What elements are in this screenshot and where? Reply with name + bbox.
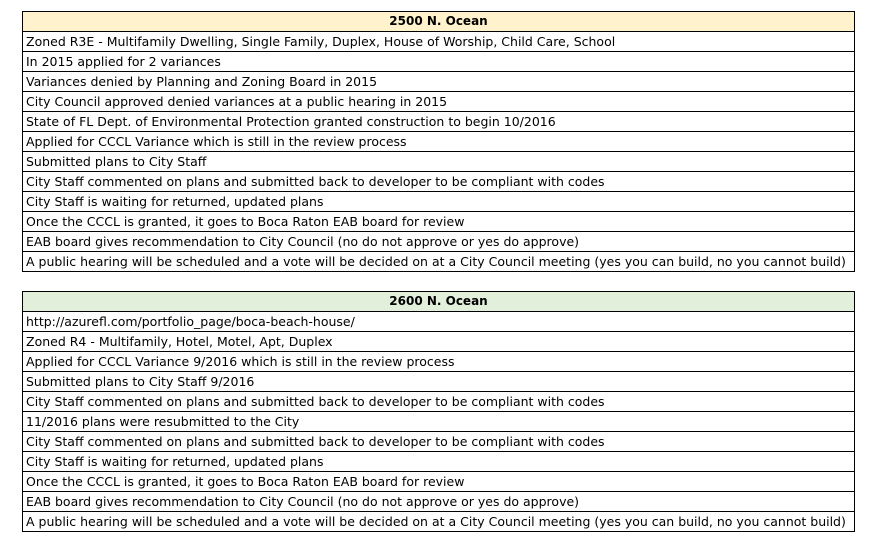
- table-cell[interactable]: City Staff commented on plans and submitted back to developer to be compliant with codes: [23, 172, 855, 192]
- table-cell[interactable]: State of FL Dept. of Environmental Protection granted construction to begin 10/2016: [23, 112, 855, 132]
- table-header-cell[interactable]: 2500 N. Ocean: [23, 12, 855, 32]
- table-cell[interactable]: City Staff commented on plans and submitted back to developer to be compliant with codes: [23, 432, 855, 452]
- table-row: [23, 252, 855, 272]
- table-cell[interactable]: EAB board gives recommendation to City Council (no do not approve or yes do approve): [23, 232, 855, 252]
- table-cell[interactable]: Once the CCCL is granted, it goes to Boca Raton EAB board for review: [23, 472, 855, 492]
- table-row: [23, 152, 855, 172]
- table-cell[interactable]: EAB board gives recommendation to City Council (no do not approve or yes do approve): [23, 492, 855, 512]
- property-table-2600: [22, 291, 855, 532]
- table-cell[interactable]: A public hearing will be scheduled and a vote will be decided on at a City Council meeting (yes you can build, no you cannot build): [23, 512, 855, 532]
- table-cell[interactable]: City Staff is waiting for returned, updated plans: [23, 452, 855, 472]
- table-row: [23, 172, 855, 192]
- table-cell[interactable]: In 2015 applied for 2 variances: [23, 52, 855, 72]
- table-cell[interactable]: 11/2016 plans were resubmitted to the City: [23, 412, 855, 432]
- table-row: [23, 72, 855, 92]
- table-row: [23, 512, 855, 532]
- table-row: [23, 392, 855, 412]
- table-cell[interactable]: Once the CCCL is granted, it goes to Boca Raton EAB board for review: [23, 212, 855, 232]
- table-header-row: [23, 292, 855, 312]
- table-row: [23, 452, 855, 472]
- table-row: [23, 32, 855, 52]
- property-table-2500: [22, 11, 855, 272]
- table-cell[interactable]: A public hearing will be scheduled and a vote will be decided on at a City Council meeting (yes you can build, no you cannot build): [23, 252, 855, 272]
- table-row: [23, 212, 855, 232]
- table-row: [23, 52, 855, 72]
- table-row: [23, 352, 855, 372]
- table-row: [23, 312, 855, 332]
- table-cell[interactable]: City Staff commented on plans and submitted back to developer to be compliant with codes: [23, 392, 855, 412]
- table-row: [23, 372, 855, 392]
- table-row: [23, 492, 855, 512]
- table-row: [23, 432, 855, 452]
- table-cell[interactable]: City Council approved denied variances at a public hearing in 2015: [23, 92, 855, 112]
- table-row: [23, 132, 855, 152]
- table-cell[interactable]: Variances denied by Planning and Zoning Board in 2015: [23, 72, 855, 92]
- table-cell-link[interactable]: http://azurefl.com/portfolio_page/boca-beach-house/: [23, 312, 855, 332]
- table-cell[interactable]: Zoned R4 - Multifamily, Hotel, Motel, Apt, Duplex: [23, 332, 855, 352]
- table-cell[interactable]: Zoned R3E - Multifamily Dwelling, Single Family, Duplex, House of Worship, Child Care, School: [23, 32, 855, 52]
- table-cell[interactable]: Submitted plans to City Staff 9/2016: [23, 372, 855, 392]
- table-cell[interactable]: Applied for CCCL Variance 9/2016 which is still in the review process: [23, 352, 855, 372]
- table-cell[interactable]: Applied for CCCL Variance which is still in the review process: [23, 132, 855, 152]
- table-row: [23, 332, 855, 352]
- table-row: [23, 112, 855, 132]
- table-row: [23, 92, 855, 112]
- table-row: [23, 412, 855, 432]
- table-row: [23, 232, 855, 252]
- table-cell[interactable]: City Staff is waiting for returned, updated plans: [23, 192, 855, 212]
- table-header-cell[interactable]: 2600 N. Ocean: [23, 292, 855, 312]
- table-cell[interactable]: Submitted plans to City Staff: [23, 152, 855, 172]
- table-row: [23, 192, 855, 212]
- table-row: [23, 472, 855, 492]
- table-header-row: [23, 12, 855, 32]
